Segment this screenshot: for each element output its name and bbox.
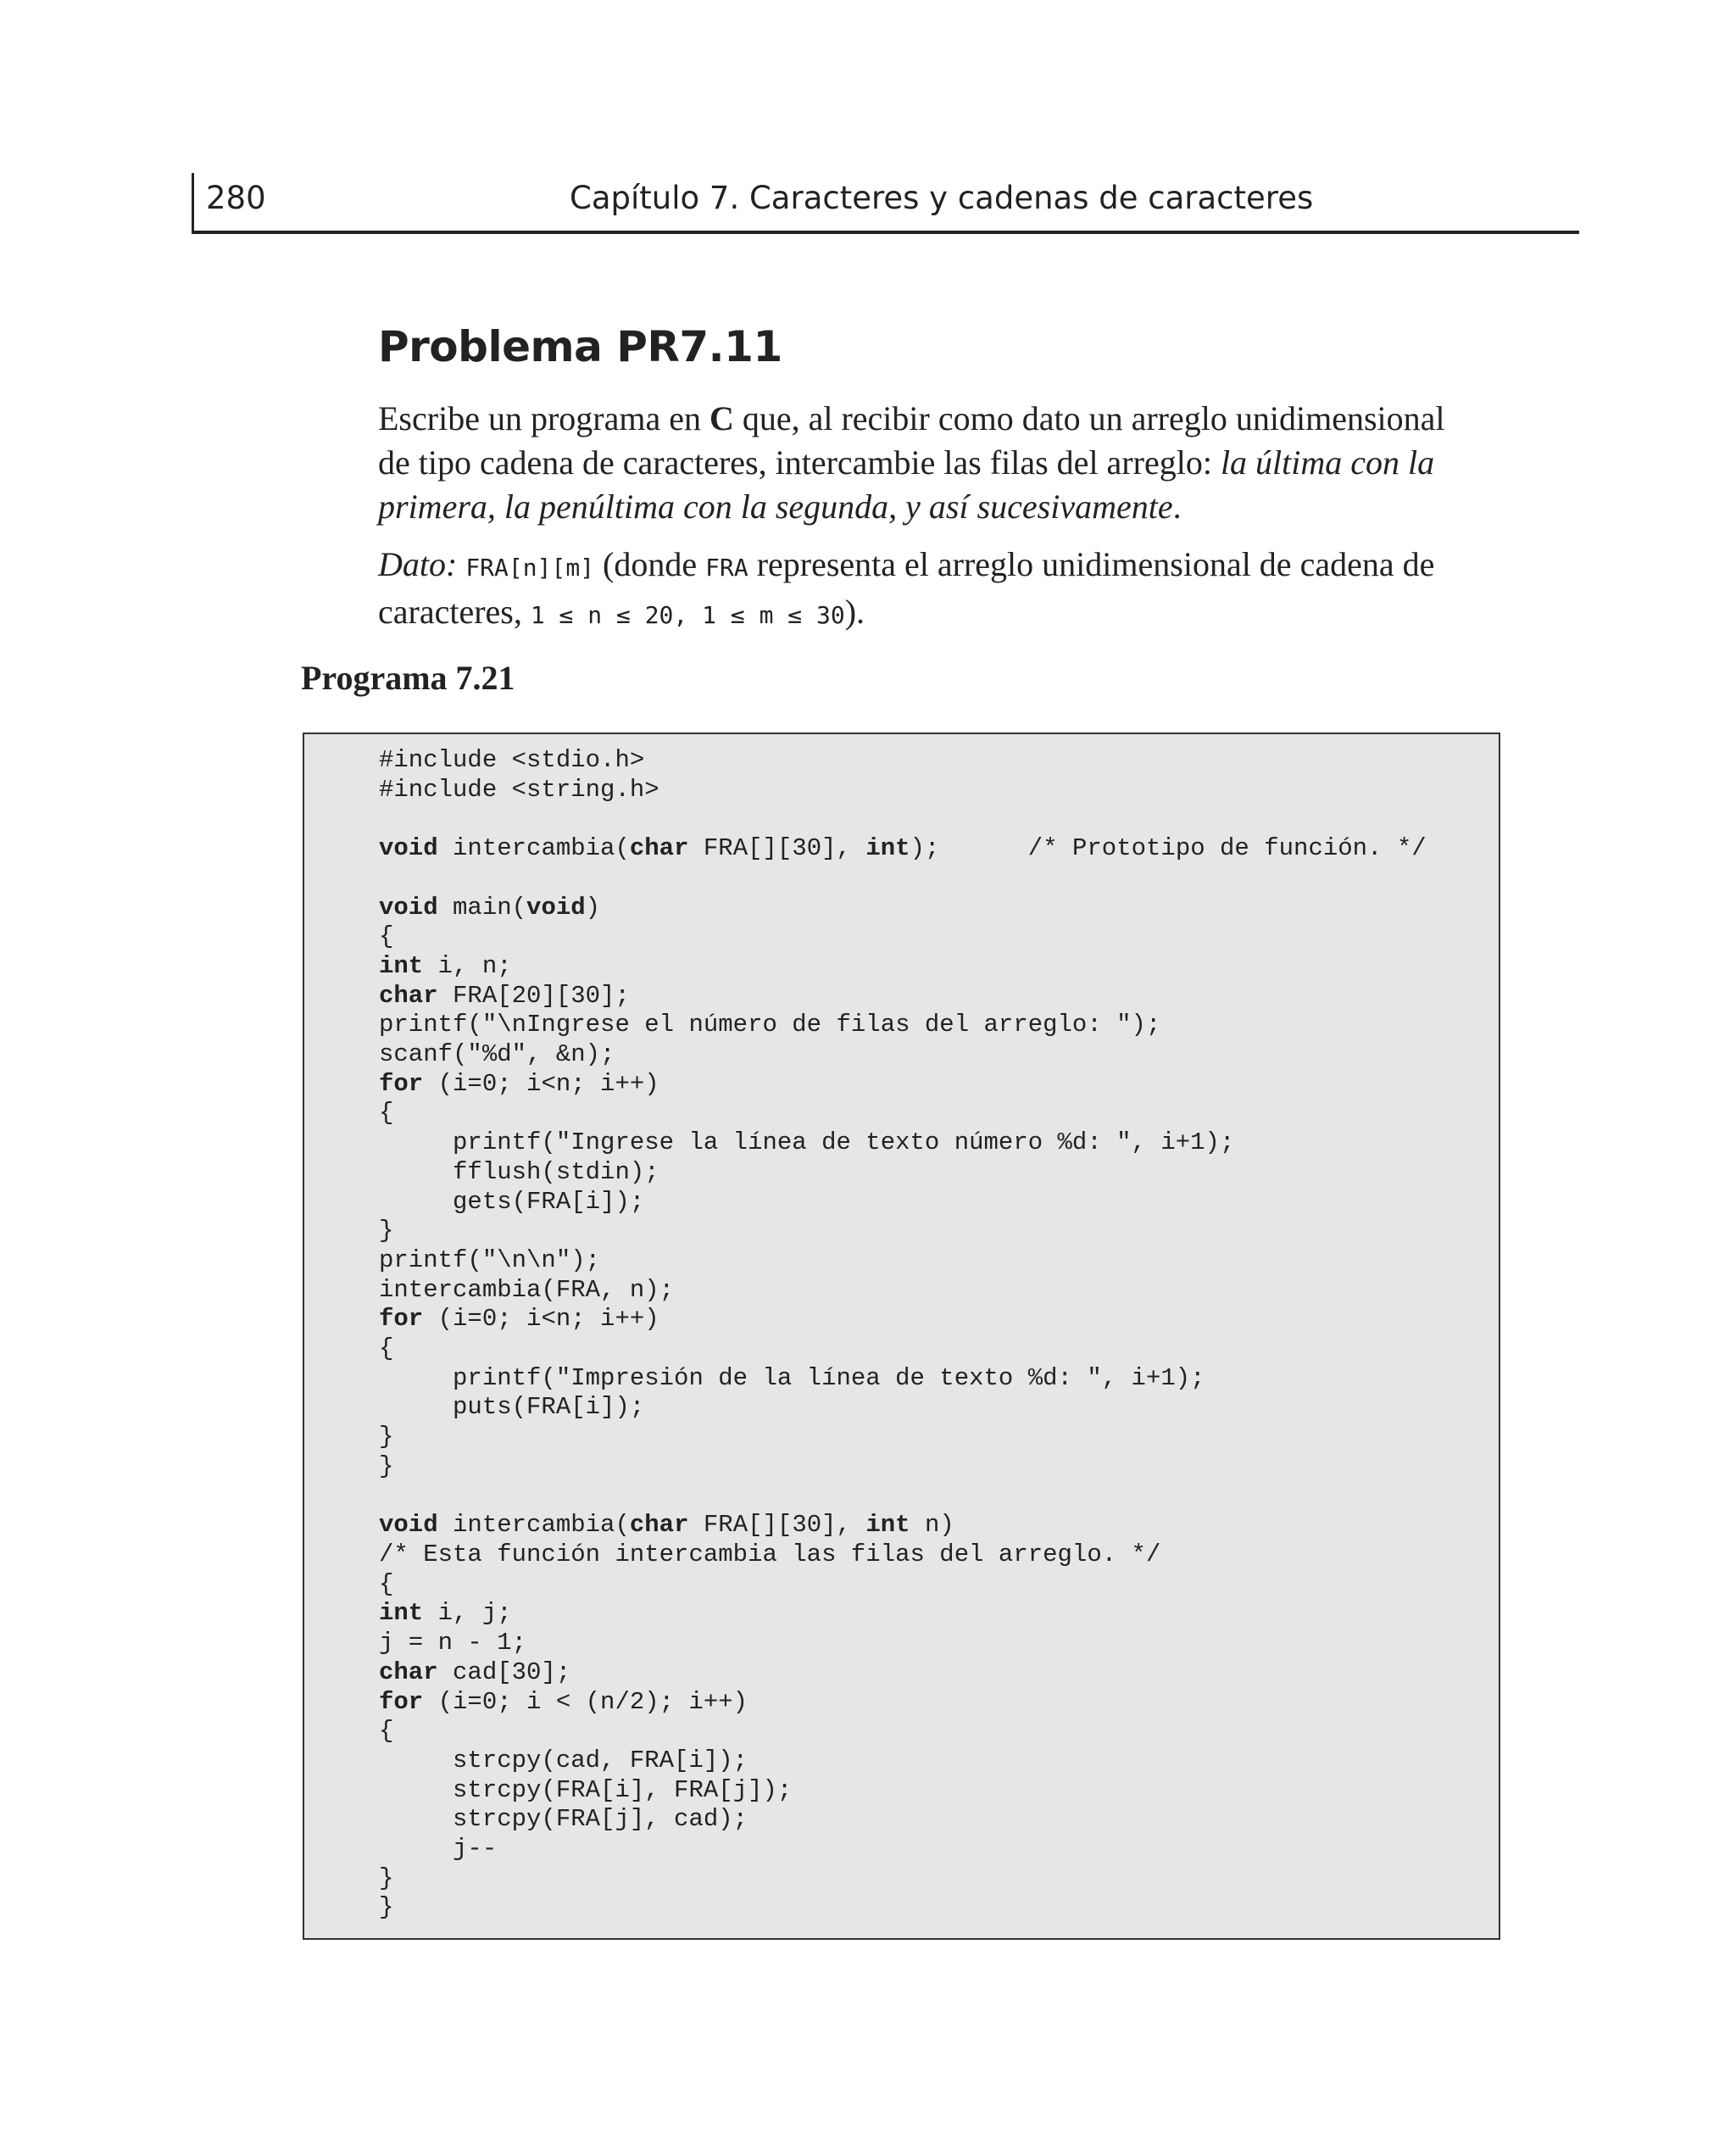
code-line: gets(FRA[i]);	[379, 1187, 645, 1216]
code-line: printf("\n\n");	[379, 1245, 601, 1274]
code-line: {	[379, 922, 394, 951]
problem-statement	[378, 397, 1480, 529]
code-line: /* Esta función intercambia las filas del arreglo. */	[379, 1540, 1161, 1568]
language-name: C	[709, 399, 734, 437]
code-line: #include <stdio.h>	[379, 746, 645, 774]
code-line: }	[379, 1423, 394, 1451]
code-block	[379, 746, 1427, 1923]
code-line: char cad[30];	[379, 1657, 571, 1686]
code-line: }	[379, 1217, 394, 1245]
input-data-statement	[378, 543, 1480, 638]
dato-label: Dato:	[378, 545, 458, 583]
code-line: for (i=0; i<n; i++)	[379, 1069, 659, 1098]
statement-emphasis: la última con la primera, la penúltima con la segunda, y así sucesivamente	[378, 443, 1435, 526]
code-line: printf("\nIngrese el número de filas del arreglo: ");	[379, 1011, 1161, 1039]
code-line: printf("Ingrese la línea de texto número %d: ", i+1);	[379, 1128, 1235, 1157]
code-line: void main(void)	[379, 893, 601, 922]
code-line: int i, j;	[379, 1599, 512, 1628]
code-line: fflush(stdin);	[379, 1157, 659, 1186]
running-header	[192, 173, 1579, 234]
dato-text: representa el arreglo unidimensional de cadena de caracteres,	[378, 545, 1435, 631]
code-line: {	[379, 1569, 394, 1598]
statement-text: .	[1172, 487, 1182, 526]
code-line	[379, 1482, 1427, 1512]
page-number: 280	[206, 180, 266, 216]
code-line	[379, 805, 1427, 834]
statement-text: que, al recibir como dato un arreglo unidimensional de tipo cadena de caracteres, intercambie las filas del arreglo:	[378, 399, 1445, 482]
code-line: strcpy(FRA[i], FRA[j]);	[379, 1775, 793, 1804]
code-line: scanf("%d", &n);	[379, 1040, 615, 1069]
dato-variable: FRA[n][m]	[465, 554, 595, 582]
code-line: int i, n;	[379, 951, 512, 980]
code-line: for (i=0; i<n; i++)	[379, 1305, 659, 1334]
code-line: char FRA[20][30];	[379, 981, 630, 1010]
chapter-title: Capítulo 7. Caracteres y cadenas de caracteres	[570, 180, 1314, 216]
code-line: {	[379, 1717, 394, 1746]
code-line: {	[379, 1334, 394, 1363]
code-line: void intercambia(char FRA[][30], int n)	[379, 1511, 954, 1540]
program-label: Programa 7.21	[301, 659, 515, 697]
dato-variable: FRA	[705, 554, 748, 582]
code-line: j--	[379, 1835, 498, 1864]
code-line: #include <string.h>	[379, 775, 659, 804]
code-line: strcpy(cad, FRA[i]);	[379, 1746, 748, 1774]
code-line: {	[379, 1099, 394, 1128]
code-line: intercambia(FRA, n);	[379, 1275, 675, 1304]
dato-range: 1 ≤ n ≤ 20, 1 ≤ m ≤ 30	[530, 601, 845, 629]
code-listing	[303, 733, 1500, 1940]
dato-text: ).	[844, 593, 865, 631]
code-line: for (i=0; i < (n/2); i++)	[379, 1687, 748, 1716]
code-line: puts(FRA[i]);	[379, 1393, 645, 1422]
code-line: }	[379, 1451, 394, 1480]
code-line: printf("Impresión de la línea de texto %d: ", i+1);	[379, 1363, 1205, 1392]
problem-title: Problema PR7.11	[378, 322, 782, 371]
dato-text: (donde	[594, 545, 706, 583]
code-line: }	[379, 1893, 394, 1922]
code-line: strcpy(FRA[j], cad);	[379, 1805, 748, 1834]
code-line: j = n - 1;	[379, 1629, 527, 1657]
code-line: void intercambia(char FRA[][30], int); /* Prototipo de función. */	[379, 834, 1427, 863]
statement-text: Escribe un programa en	[378, 399, 709, 437]
code-line: }	[379, 1864, 394, 1892]
code-line	[379, 864, 1427, 894]
